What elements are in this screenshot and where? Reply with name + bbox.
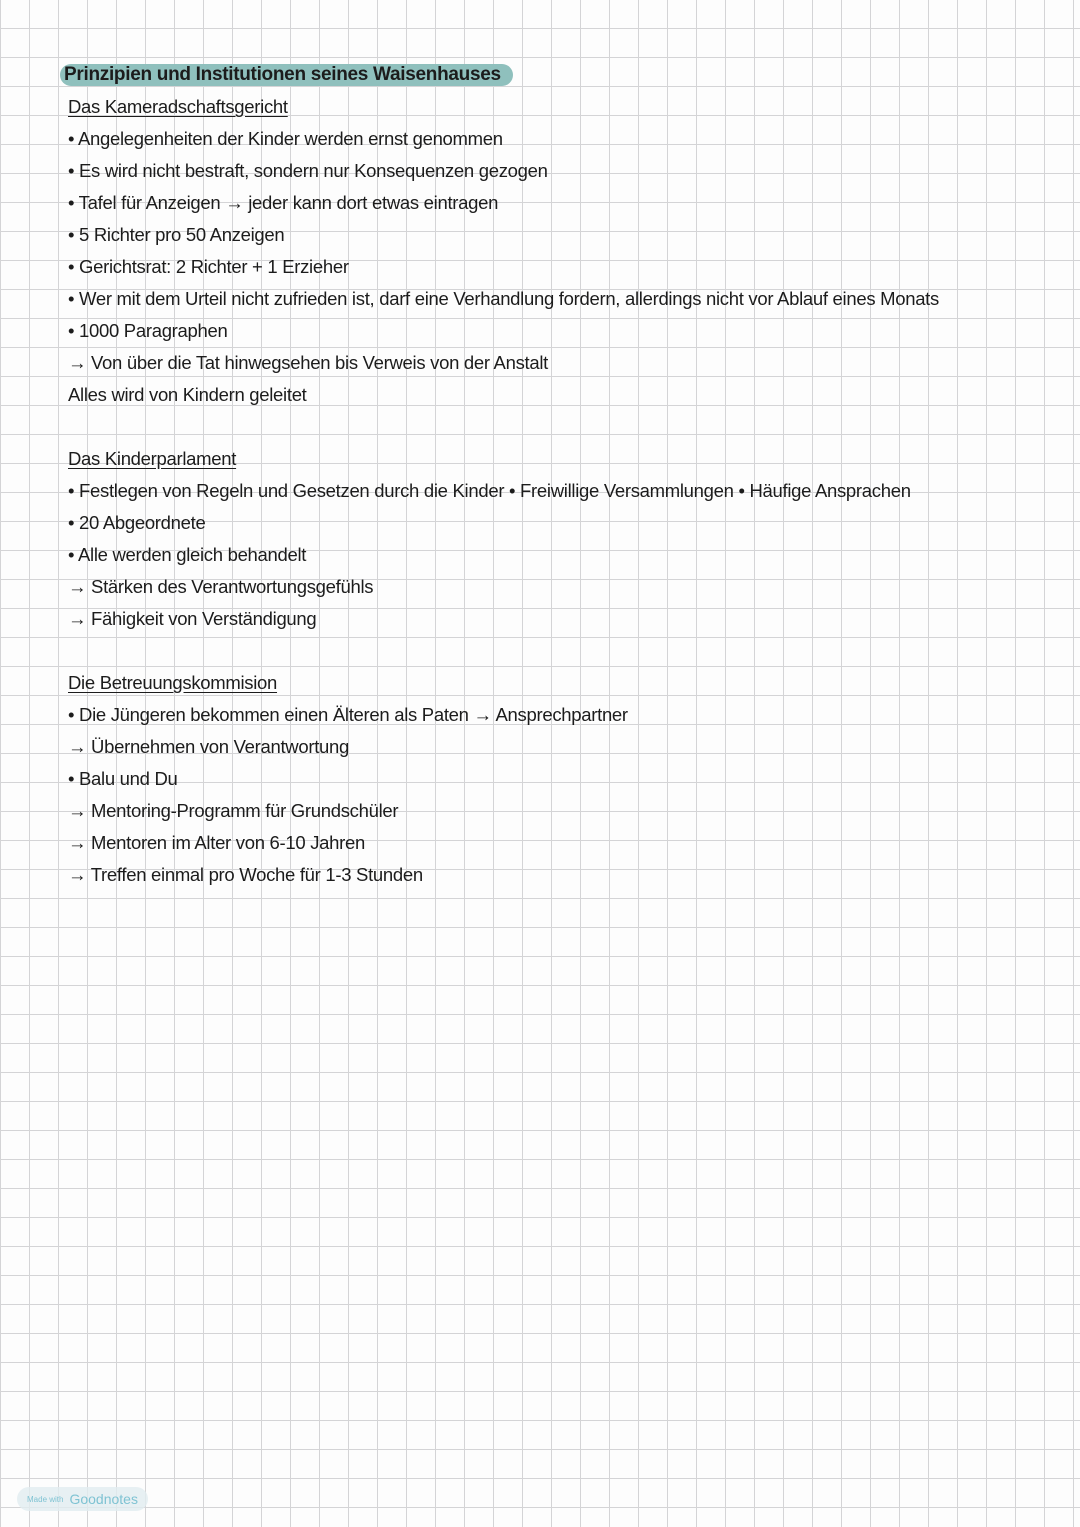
note-line: → Von über die Tat hinwegsehen bis Verweis von der Anstalt <box>68 352 549 373</box>
section <box>68 91 939 411</box>
note-line: • Alle werden gleich behandelt <box>68 544 307 565</box>
note-line: → Übernehmen von Verantwortung <box>68 736 350 757</box>
note-line: • Balu und Du <box>68 768 178 789</box>
notes-page <box>64 58 939 891</box>
note-line: • 20 Abgeordnete <box>68 512 206 533</box>
note-line: → Mentoring-Programm für Grundschüler <box>68 800 399 821</box>
goodnotes-watermark <box>17 1487 148 1511</box>
note-line: • Gerichtsrat: 2 Richter + 1 Erzieher <box>68 256 349 277</box>
note-line: • Die Jüngeren bekommen einen Älteren als Paten → Ansprechpartner <box>68 704 628 725</box>
section <box>68 443 939 635</box>
note-line: → Mentoren im Alter von 6-10 Jahren <box>68 832 365 853</box>
note-line: • Angelegenheiten der Kinder werden ernst genommen <box>68 128 503 149</box>
note-line: • Tafel für Anzeigen → jeder kann dort etwas eintragen <box>68 192 499 213</box>
sections <box>68 91 939 891</box>
watermark-brand: Goodnotes <box>69 1491 138 1507</box>
note-line: → Fähigkeit von Verständigung <box>68 608 317 629</box>
note-line: Alles wird von Kindern geleitet <box>68 384 307 405</box>
section-heading: Das Kameradschaftsgericht <box>68 96 288 117</box>
section <box>68 667 939 891</box>
blank-line <box>68 635 939 667</box>
section-heading: Das Kinderparlament <box>68 448 237 469</box>
note-line: → Treffen einmal pro Woche für 1-3 Stunden <box>68 864 423 885</box>
note-line: → Stärken des Verantwortungsgefühls <box>68 576 374 597</box>
page-title: Prinzipien und Institutionen seines Waisenhauses <box>60 64 513 86</box>
watermark-prefix: Made with <box>27 1494 64 1504</box>
note-line: • Festlegen von Regeln und Gesetzen durch die Kinder • Freiwillige Versammlungen • Häufige Ansprachen <box>68 480 911 501</box>
section-heading: Die Betreuungskommision <box>68 672 278 693</box>
note-line: • 5 Richter pro 50 Anzeigen <box>68 224 285 245</box>
note-line: • Wer mit dem Urteil nicht zufrieden ist, darf eine Verhandlung fordern, allerdings nicht vor Ablauf eines Monats <box>68 288 939 309</box>
blank-line <box>68 411 939 443</box>
note-line: • Es wird nicht bestraft, sondern nur Konsequenzen gezogen <box>68 160 548 181</box>
note-line: • 1000 Paragraphen <box>68 320 228 341</box>
